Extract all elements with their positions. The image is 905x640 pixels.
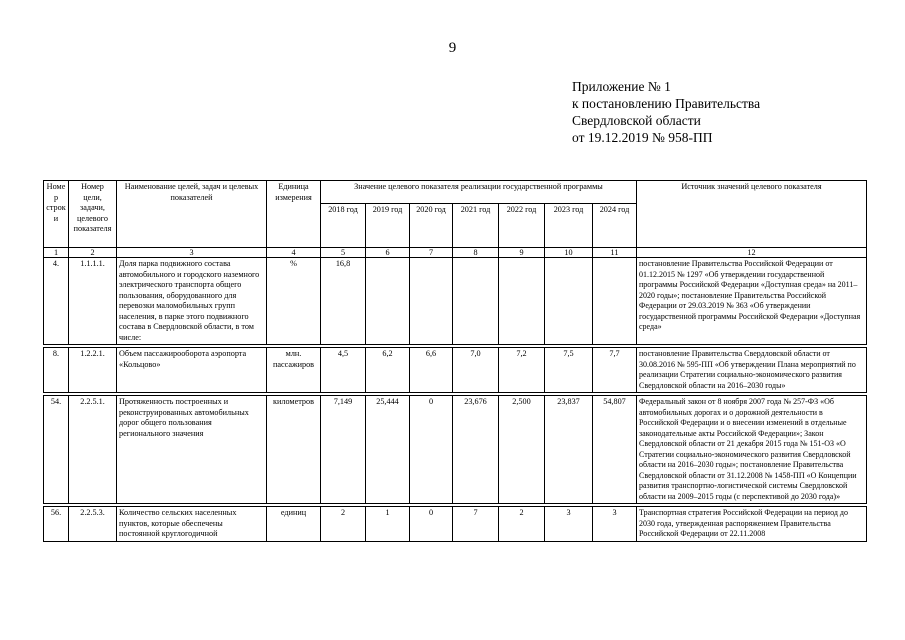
indicator-name: Количество сельских населенных пунктов, которые обеспечены постоянной круглогодичной [117, 507, 267, 542]
header-year-2023: 2023 год [545, 204, 593, 248]
goal-number: 1.2.2.1. [69, 348, 117, 393]
header-values-group: Значение целевого показателя реализации государственной программы [321, 181, 637, 204]
value-2024: 7,7 [593, 348, 637, 393]
column-number: 6 [366, 248, 410, 258]
column-number: 5 [321, 248, 366, 258]
column-numbers-row [44, 248, 867, 258]
row-number: 8. [44, 348, 69, 393]
value-2021: 7,0 [453, 348, 499, 393]
value-2021: 7 [453, 507, 499, 542]
value-2019: 25,444 [366, 396, 410, 504]
value-2018: 16,8 [321, 258, 366, 345]
indicator-name: Протяженность построенных и реконструированных автомобильных дорог общего пользования регионального значения [117, 396, 267, 504]
value-2018: 7,149 [321, 396, 366, 504]
row-number: 56. [44, 507, 69, 542]
header-year-2020: 2020 год [410, 204, 453, 248]
value-2020: 6,6 [410, 348, 453, 393]
header-name: Наименование целей, задач и целевых показателей [117, 181, 267, 248]
value-2024 [593, 258, 637, 345]
value-2019: 1 [366, 507, 410, 542]
value-2023: 3 [545, 507, 593, 542]
appendix-line-4: от 19.12.2019 № 958-ПП [572, 130, 713, 145]
value-2021 [453, 258, 499, 345]
goal-number: 2.2.5.3. [69, 507, 117, 542]
table-row [44, 258, 867, 345]
value-2018: 4,5 [321, 348, 366, 393]
header-source: Источник значений целевого показателя [637, 181, 867, 248]
value-2019: 6,2 [366, 348, 410, 393]
value-2024: 3 [593, 507, 637, 542]
appendix-line-1: Приложение № 1 [572, 79, 671, 94]
value-2022 [499, 258, 545, 345]
source-text: Транспортная стратегия Российской Федерации на период до 2030 года, утвержденная распоряжением Правительства Российской Федерации от 22.11.2008 [637, 507, 867, 542]
source-text: Федеральный закон от 8 ноября 2007 года № 257-ФЗ «Об автомобильных дорогах и о дорожной деятельности в Российской Федерации и о внесении изменений в отдельные законодательные акты Российской Федерации»; Закон Свердловской области от 21 декабря 2015 года № 151-ОЗ «О Стратегии социально-экономического развития Свердловской области на 2016–2030 годы»; постановление Правительства Свердловской области от 31.12.2008 № 1458-ПП «О Концепции развития транспортно-логистической системы Свердловской области на 2009–2015 годы (с перспективой до 2030 года)» [637, 396, 867, 504]
row-number: 4. [44, 258, 69, 345]
row-number: 54. [44, 396, 69, 504]
appendix-line-2: к постановлению Правительства [572, 96, 761, 111]
unit: % [267, 258, 321, 345]
value-2023: 23,837 [545, 396, 593, 504]
table-row [44, 507, 867, 542]
header-year-2018: 2018 год [321, 204, 366, 248]
column-number: 9 [499, 248, 545, 258]
table-row [44, 396, 867, 504]
value-2023: 7,5 [545, 348, 593, 393]
header-year-2024: 2024 год [593, 204, 637, 248]
table-row [44, 348, 867, 393]
indicators-table [43, 180, 867, 542]
column-number: 11 [593, 248, 637, 258]
indicator-name: Объем пассажирооборота аэропорта «Кольцово» [117, 348, 267, 393]
value-2019 [366, 258, 410, 345]
header-unit: Единица измерения [267, 181, 321, 248]
header-year-2021: 2021 год [453, 204, 499, 248]
source-text: постановление Правительства Свердловской области от 30.08.2016 № 595-ПП «Об утверждении Плана мероприятий по реализации Стратегии социально-экономического развития Свердловской области на 2016–2030 годы» [637, 348, 867, 393]
unit: млн. пассажиров [267, 348, 321, 393]
column-number: 8 [453, 248, 499, 258]
header-year-2022: 2022 год [499, 204, 545, 248]
indicator-name: Доля парка подвижного состава автомобильного и городского наземного электрического транспорта общего пользования, оборудованного для перевозки маломобильных групп населения, в парке этого подвижного состава в Свердловской области, в том числе: [117, 258, 267, 345]
column-number: 7 [410, 248, 453, 258]
header-row-no: Номер строки [44, 181, 69, 248]
value-2020 [410, 258, 453, 345]
header-goal-no: Номер цели, задачи, целевого показателя [69, 181, 117, 248]
column-number: 10 [545, 248, 593, 258]
goal-number: 1.1.1.1. [69, 258, 117, 345]
source-text: постановление Правительства Российской Федерации от 01.12.2015 № 1297 «Об утверждении государственной программы Российской Федерации «Доступная среда» на 2011–2020 годы»; постановление Правительства Российской Федерации от 29.03.2019 № 363 «Об утверждении государственной программы Российской Федерации «Доступная среда» [637, 258, 867, 345]
appendix-line-3: Свердловской области [572, 113, 701, 128]
page-number: 9 [448, 40, 457, 56]
column-number: 2 [69, 248, 117, 258]
header-year-2019: 2019 год [366, 204, 410, 248]
value-2023 [545, 258, 593, 345]
goal-number: 2.2.5.1. [69, 396, 117, 504]
appendix-header [572, 78, 760, 146]
value-2018: 2 [321, 507, 366, 542]
column-number: 1 [44, 248, 69, 258]
column-number: 3 [117, 248, 267, 258]
value-2020: 0 [410, 396, 453, 504]
value-2021: 23,676 [453, 396, 499, 504]
unit: километров [267, 396, 321, 504]
value-2022: 2 [499, 507, 545, 542]
column-number: 4 [267, 248, 321, 258]
value-2022: 2,500 [499, 396, 545, 504]
column-number: 12 [637, 248, 867, 258]
value-2020: 0 [410, 507, 453, 542]
header-row-1 [44, 181, 867, 204]
value-2024: 54,807 [593, 396, 637, 504]
unit: единиц [267, 507, 321, 542]
value-2022: 7,2 [499, 348, 545, 393]
